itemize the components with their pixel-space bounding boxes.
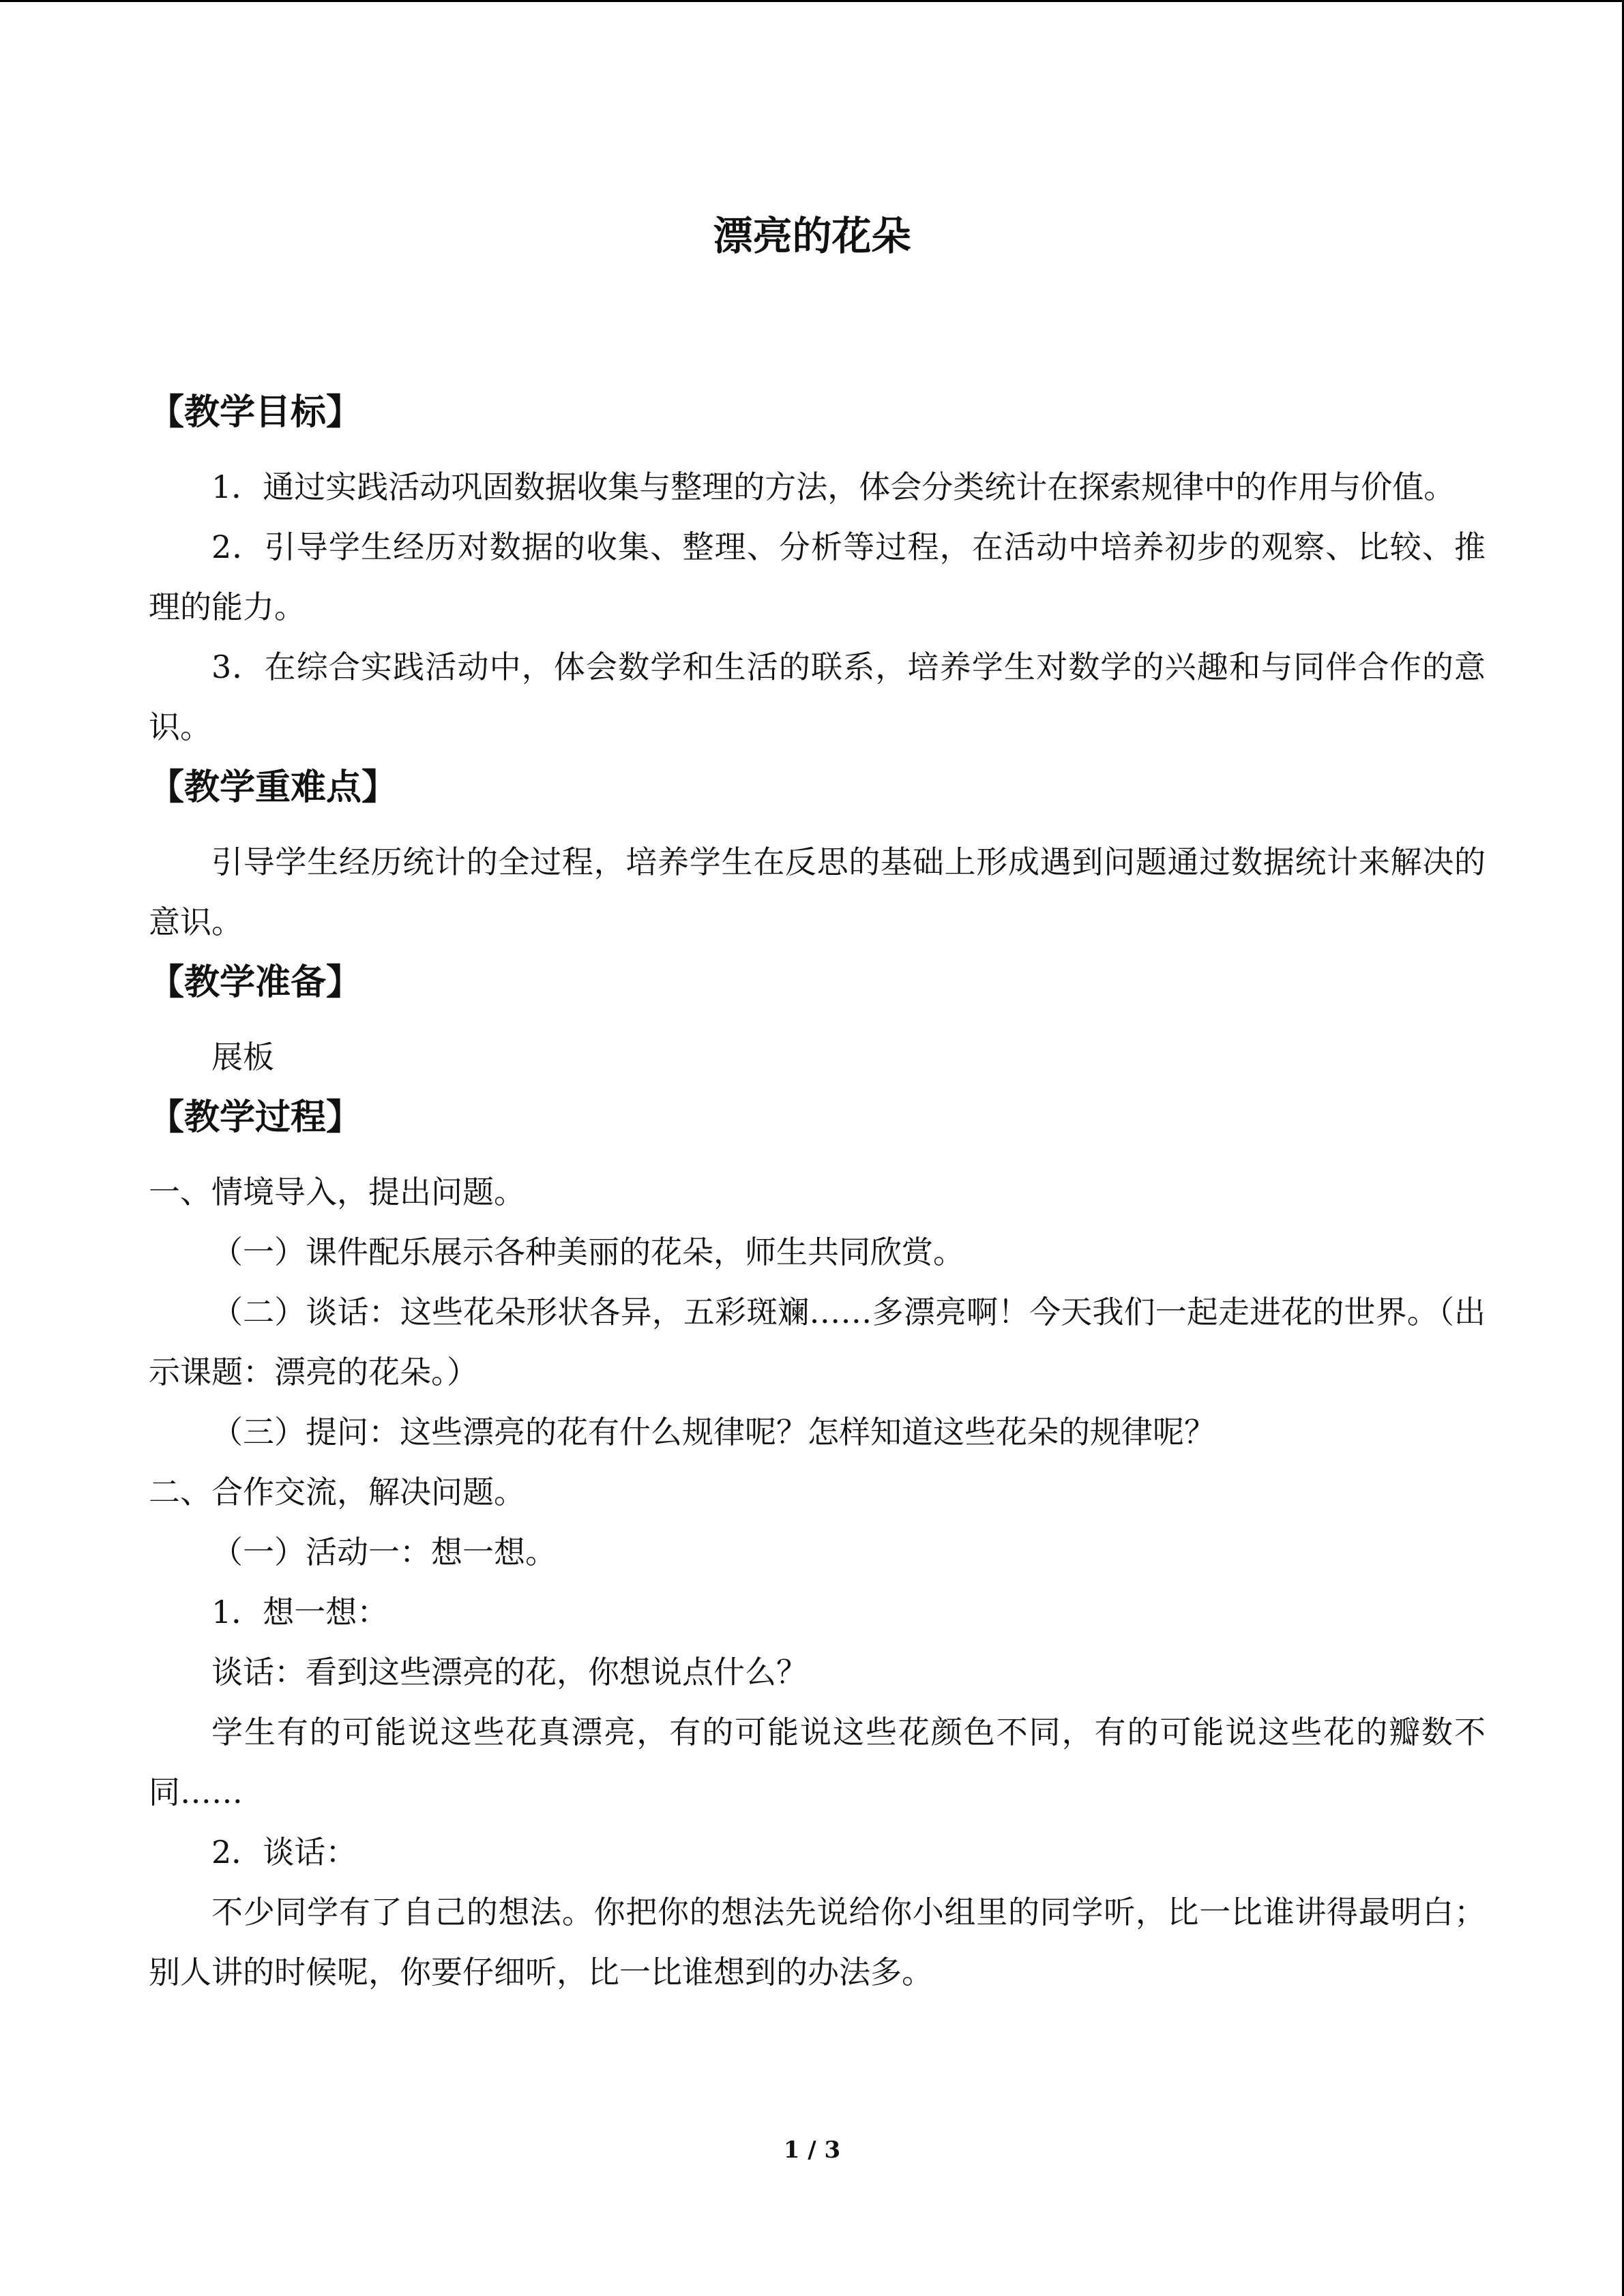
key-points-text: 引导学生经历统计的全过程，培养学生在反思的基础上形成遇到问题通过数据统计来解决的意识。 xyxy=(149,844,1486,940)
section-key-points xyxy=(149,757,1486,952)
section-heading-key-points: 【教学重难点】 xyxy=(149,767,398,808)
process-part1-title: 一、情境导入，提出问题。 xyxy=(149,1174,525,1210)
process-part2-item-3: 谈话：看到这些漂亮的花，你想说点什么？ xyxy=(211,1654,808,1690)
page-number: 1 / 3 xyxy=(783,2136,841,2164)
section-teaching-goals xyxy=(149,382,1486,757)
section-process xyxy=(149,1087,1486,2002)
document-body xyxy=(149,382,1486,2002)
process-part2-item-1: （一）活动一：想一想。 xyxy=(211,1534,557,1570)
process-part2-item-2: 1．想一想： xyxy=(211,1594,389,1630)
section-heading-process: 【教学过程】 xyxy=(149,1097,362,1138)
process-part1-item-1: （一）课件配乐展示各种美丽的花朵，师生共同欣赏。 xyxy=(211,1234,964,1270)
process-part2-item-5: 2．谈话： xyxy=(211,1834,357,1870)
goal-item-3: 3．在综合实践活动中，体会数学和生活的联系，培养学生对数学的兴趣和与同伴合作的意识。 xyxy=(149,648,1486,745)
document-title: 漂亮的花朵 xyxy=(713,213,911,259)
process-part2-title: 二、合作交流，解决问题。 xyxy=(149,1474,525,1510)
goal-item-1: 1．通过实践活动巩固数据收集与整理的方法，体会分类统计在探索规律中的作用与价值。 xyxy=(211,468,1456,505)
process-part2-item-6: 不少同学有了自己的想法。你把你的想法先说给你小组里的同学听，比一比谁讲得最明白；别人讲的时候呢，你要仔细听，比一比谁想到的办法多。 xyxy=(149,1894,1486,1991)
goal-item-2: 2．引导学生经历对数据的收集、整理、分析等过程，在活动中培养初步的观察、比较、推理的能力。 xyxy=(149,528,1486,625)
preparation-text: 展板 xyxy=(211,1039,274,1075)
section-preparation xyxy=(149,952,1486,1087)
section-heading-preparation: 【教学准备】 xyxy=(149,962,362,1003)
process-part1-item-3: （三）提问：这些漂亮的花有什么规律呢？怎样知道这些花朵的规律呢？ xyxy=(211,1414,1215,1450)
section-heading-goals: 【教学目标】 xyxy=(149,392,362,433)
process-part2-item-4: 学生有的可能说这些花真漂亮，有的可能说这些花颜色不同，有的可能说这些花的瓣数不同…… xyxy=(149,1714,1486,1810)
process-part1-item-2: （二）谈话：这些花朵形状各异，五彩斑斓……多漂亮啊！今天我们一起走进花的世界。（出示课题：漂亮的花朵。） xyxy=(149,1294,1486,1390)
